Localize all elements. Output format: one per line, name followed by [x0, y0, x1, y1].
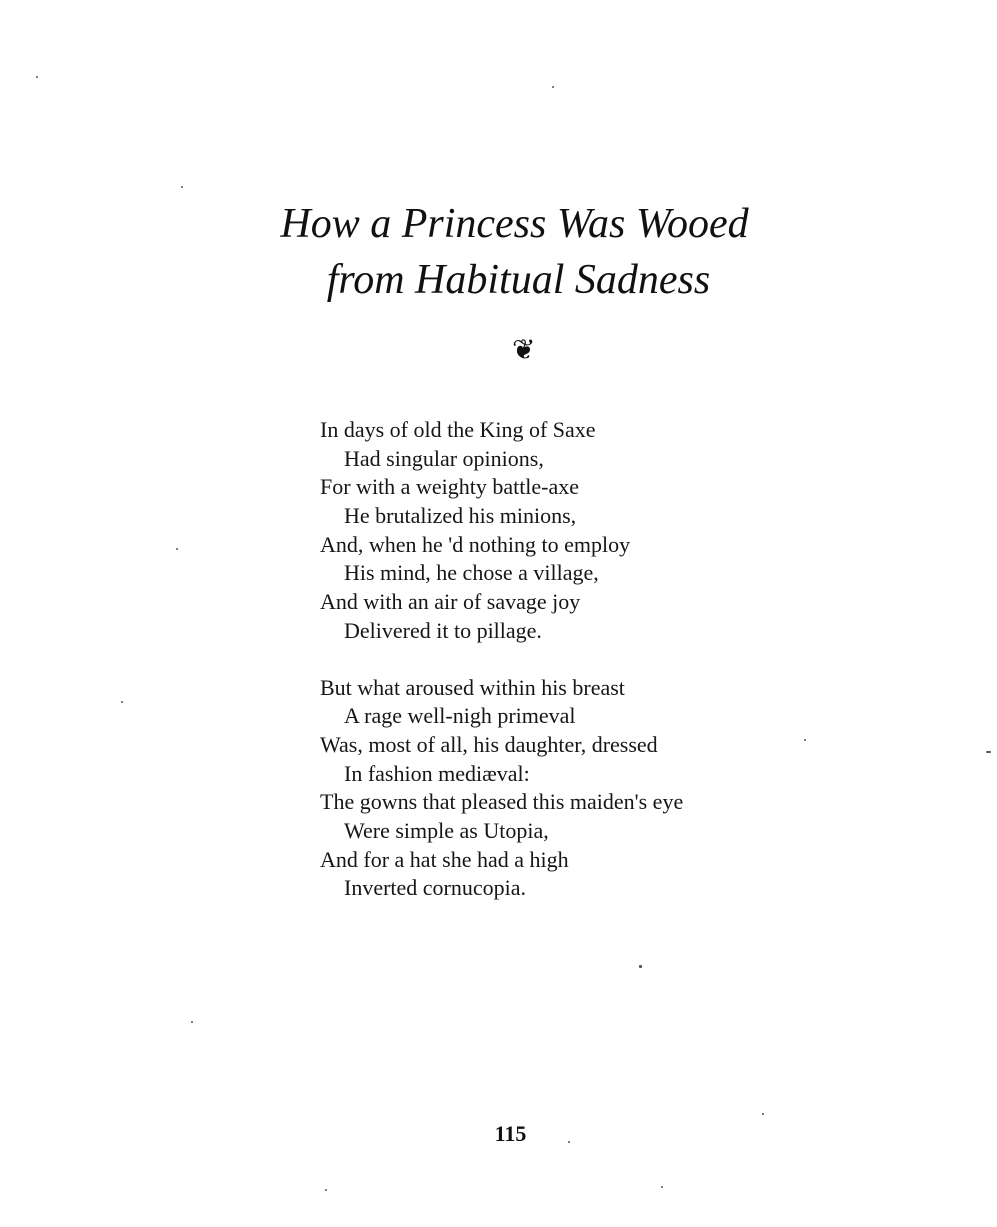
poem-title-line-1: How a Princess Was Wooed [280, 201, 749, 247]
verse-line: He brutalized his minions, [344, 503, 577, 529]
poem-title [0, 196, 997, 308]
scan-speck [986, 751, 991, 753]
poem-title-line-2: from Habitual Sadness [326, 257, 711, 303]
scan-speck [762, 1113, 764, 1115]
verse-line: Was, most of all, his daughter, dressed [320, 731, 658, 757]
scan-speck [181, 186, 183, 188]
scan-speck [804, 739, 806, 741]
scan-speck [121, 701, 123, 703]
scan-speck [191, 1021, 193, 1023]
verse-line: But what aroused within his breast [320, 674, 625, 700]
stanza-2 [320, 674, 840, 904]
poem-body [320, 416, 840, 931]
stanza-1 [320, 416, 840, 646]
verse-line: In fashion mediæval: [344, 760, 530, 786]
verse-line: And with an air of savage joy [320, 589, 581, 615]
verse-line: And for a hat she had a high [320, 846, 569, 872]
verse-line: Delivered it to pillage. [344, 617, 542, 643]
verse-line: For with a weighty battle-axe [320, 474, 580, 500]
fleuron-icon: ❦ [512, 333, 536, 366]
verse-line: The gowns that pleased this maiden's eye [320, 789, 684, 815]
scan-speck [552, 86, 554, 88]
scan-speck [36, 76, 38, 78]
scan-speck [639, 965, 642, 968]
scan-speck [325, 1189, 327, 1191]
verse-line: And, when he 'd nothing to employ [320, 531, 631, 557]
verse-line: In days of old the King of Saxe [320, 417, 596, 442]
scan-speck [176, 548, 178, 550]
verse-line: Had singular opinions, [344, 445, 544, 471]
verse-line: His mind, he chose a village, [344, 560, 599, 586]
scan-speck [661, 1186, 663, 1188]
verse-line: A rage well-nigh primeval [344, 703, 576, 729]
page-number: 115 [494, 1121, 527, 1146]
verse-line: Were simple as Utopia, [344, 817, 549, 843]
verse-line: Inverted cornucopia. [344, 875, 527, 901]
scan-speck [568, 1141, 570, 1143]
